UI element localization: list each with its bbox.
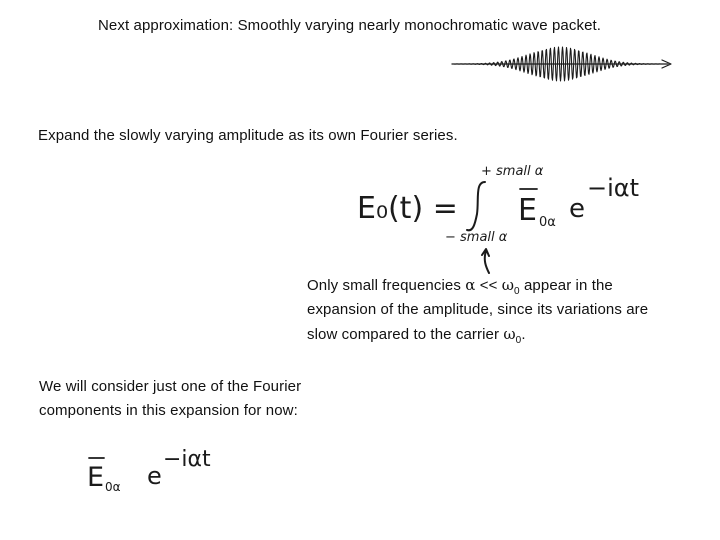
component-field: E: [87, 462, 105, 493]
carrier-omega-symbol: ω: [503, 325, 516, 343]
upper-limit-label: + small α: [481, 164, 544, 179]
single-component-expression: [85, 440, 265, 500]
expand-instruction: Expand the slowly varying amplitude as its own Fourier series.: [38, 127, 458, 144]
integrand-field: E: [518, 193, 537, 228]
lhs-amplitude: E₀(t) =: [357, 191, 458, 226]
lower-limit-label: − small α: [445, 230, 508, 245]
omega-symbol: ω: [501, 276, 515, 294]
integral-sign: [467, 182, 485, 230]
single-component-note: [39, 375, 301, 423]
component-exponential-base: e: [147, 462, 162, 490]
consider-line-1: We will consider just one of the Fourier: [39, 378, 302, 395]
wave-packet-sketch: [448, 42, 678, 86]
slide-title-line: Next approximation: Smoothly varying nearly monochromatic wave packet.: [98, 17, 602, 34]
note-line-2: expansion of the amplitude, since its variations are: [307, 301, 649, 318]
note-line-1: Only small frequencies $\alpha << \omega_0$ appear in the: [307, 276, 613, 297]
consider-line-2: components in this expansion for now:: [39, 402, 298, 419]
component-subscript: 0α: [105, 480, 121, 494]
component-exponent: −iαt: [163, 447, 211, 472]
small-frequency-note: [307, 273, 648, 347]
fourier-integral-equation: [355, 160, 655, 250]
integrand-subscript: 0α: [539, 215, 556, 230]
alpha-symbol: α: [465, 276, 476, 294]
exponent-term: −iαt: [587, 174, 640, 202]
note-line-3: slow compared to the carrier $\omega_0$.: [307, 325, 526, 346]
exponential-base: e: [569, 194, 585, 224]
